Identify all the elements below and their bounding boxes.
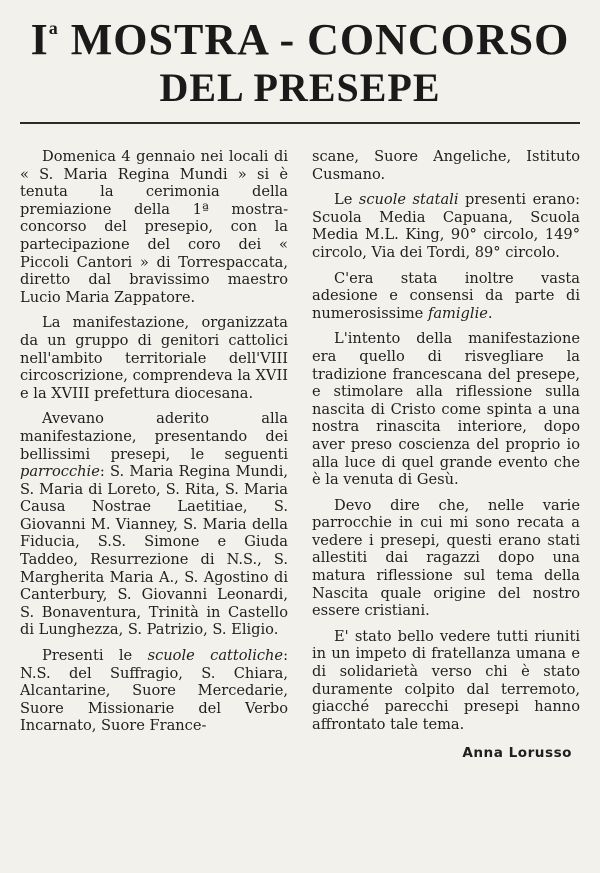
emphasis: famiglie — [427, 304, 488, 322]
paragraph-continued: scane, Suore Angeliche, Istituto Cusmano. — [312, 148, 580, 183]
emphasis: scuole statali — [358, 191, 459, 209]
title-line-2: DEL PRESEPE — [159, 65, 441, 110]
title-ordinal-sup: a — [48, 18, 59, 38]
left-column — [20, 148, 288, 763]
paragraph: E' stato bello vedere tutti riuniti in un impeto di fratellanza umana e di solidarietà verso chi è stato duramente colpito dal terremoto, giacché parecchi presepi hanno affrontato tale tema. — [312, 627, 580, 733]
title-line-1-text: MOSTRA - CONCORSO — [58, 15, 570, 64]
title-rule — [20, 122, 580, 124]
emphasis: parrocchie — [20, 463, 100, 481]
article-title — [20, 15, 580, 110]
paragraph: Le scuole statali presenti erano: Scuola Media Capuana, Scuola Media M.L. King, 90° circolo, 149° circolo, Via dei Tordi, 89° circolo. — [312, 191, 580, 261]
paragraph: L'intento della manifestazione era quello di risvegliare la tradizione francescana del presepe, e stimolare alla riflessione sulla nascita di Cristo come spinta a una nostra rinascita interiore, dopo aver preso coscienza del proprio io alla luce di quel grande evento che è la venuta di Gesù. — [312, 330, 580, 489]
paragraph: Domenica 4 gennaio nei locali di « S. Maria Regina Mundi » si è tenuta la cerimonia della premiazione della 1ª mostra-concorso del presepio, con la partecipazione del coro dei « Piccoli Cantori » di Torrespaccata, diretto dal bravissimo maestro Lucio Maria Zappatore. — [20, 148, 288, 306]
paragraph: La manifestazione, organizzata da un gruppo di genitori cattolici nell'ambito territoriale dell'VIII circoscrizione, comprendeva la XVII e la XVIII prefettura diocesana. — [20, 314, 288, 402]
paragraph: Devo dire che, nelle varie parrocchie in cui mi sono recata a vedere i presepi, questi erano stati allestiti dai ragazzi dopo una matura riflessione sul tema della Nascita quale origine del nostro essere cristiani. — [312, 496, 580, 620]
title-line-1 — [20, 15, 580, 64]
paragraph: Avevano aderito alla manifestazione, presentando dei bellissimi presepi, le seguenti parrocchie: S. Maria Regina Mundi, S. Maria di Loreto, S. Rita, S. Maria Causa Nostrae Laetitiae, S. Giovanni M. Vianney, S. Maria della Fiducia, S.S. Simone e Giuda Taddeo, Resurrezione di N.S., S. Margherita Maria A., S. Agostino di Canterbury, S. Giovanni Leonardi, S. Bonaventura, Trinità in Castello di Lunghezza, S. Patrizio, S. Eligio. — [20, 410, 288, 639]
article-body — [20, 148, 580, 763]
title-ordinal: I — [30, 15, 49, 64]
paragraph: Presenti le scuole cattoliche: N.S. del Suffragio, S. Chiara, Alcantarine, Suore Mercedarie, Suore Missionarie del Verbo Incarnato, Suore France- — [20, 647, 288, 735]
author-signature: Anna Lorusso — [462, 745, 572, 762]
right-column — [312, 148, 580, 763]
paragraph: C'era stata inoltre vasta adesione e consensi da parte di numerosissime famiglie. — [312, 269, 580, 322]
emphasis: scuole cattoliche — [147, 647, 284, 665]
